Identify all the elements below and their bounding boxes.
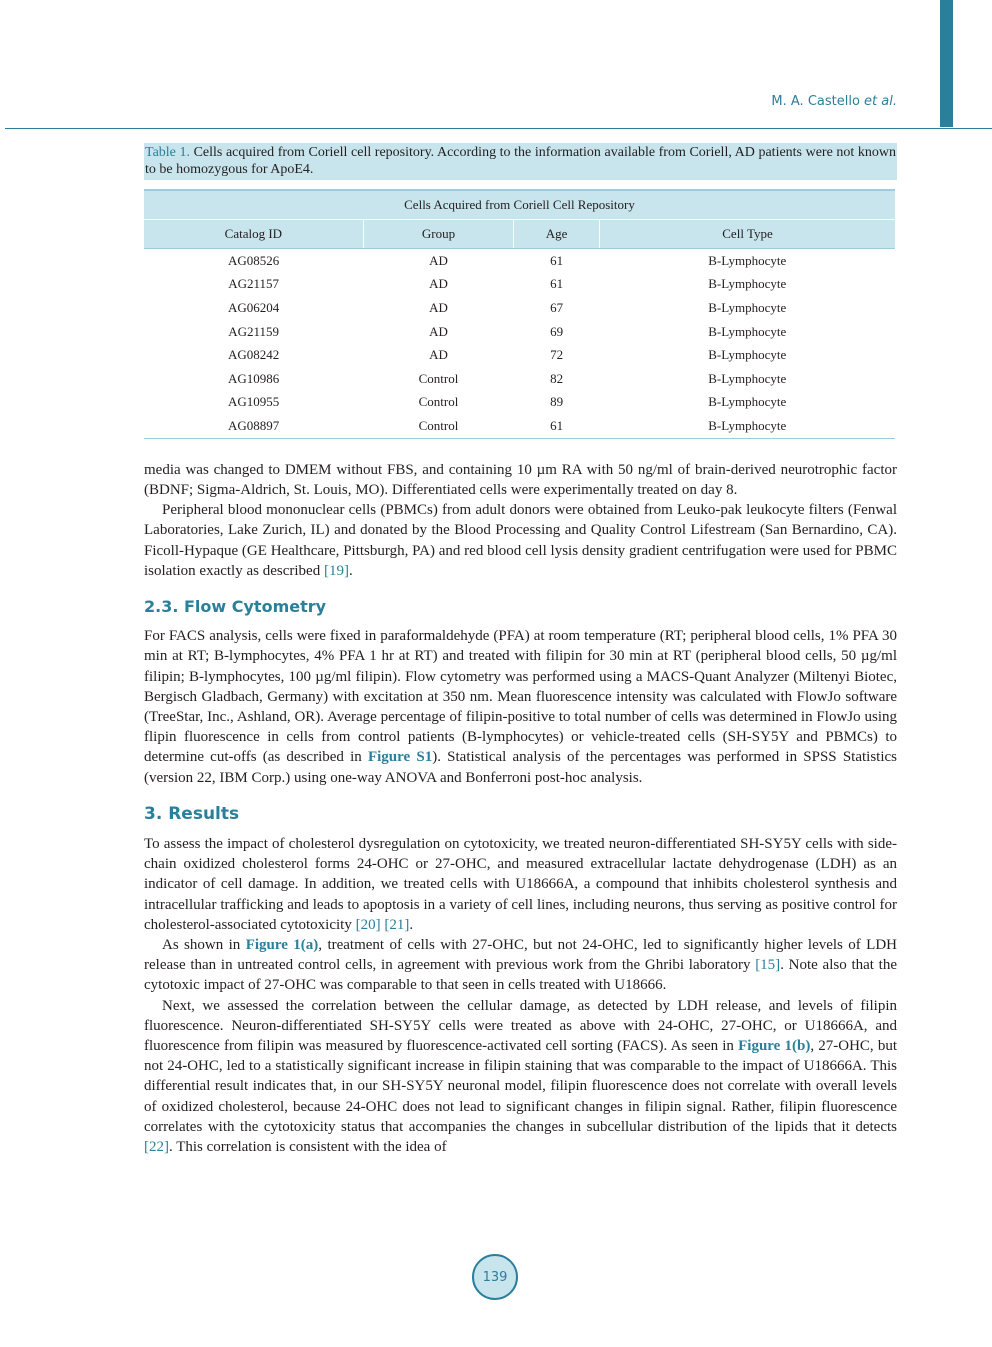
table-cell: AG08526 <box>227 252 280 268</box>
table-cell: 82 <box>550 370 564 386</box>
table-cell: AG08897 <box>144 414 363 438</box>
table-cell: B-Lymphocyte <box>708 394 787 410</box>
table-cell: B-Lymphocyte <box>708 347 787 363</box>
table-cell: AG10986 <box>227 370 280 386</box>
table-cell: B-Lymphocyte <box>600 414 895 438</box>
table-cell: Control <box>418 370 459 386</box>
section-heading-flow-cytometry: 2.3. Flow Cytometry <box>144 596 327 616</box>
table-cell: AD <box>429 347 448 363</box>
table-cell: 61 <box>550 252 564 268</box>
table-row <box>144 343 895 367</box>
paragraph-pbmc: Peripheral blood mononuclear cells (PBMCs) from adult donors were obtained from Leuko-pak leukocyte filters (Fenwal Laboratories, Lake Zurich, IL) and donated by the Blood Processing and Quality Control Lifestream (San Bernardino, CA). Ficoll-Hypaque (GE Healthcare, Pittsburgh, PA) and red blood cell lysis density gradient centrifugation were used for PBMC isolation exactly as described [19]. <box>144 502 897 579</box>
cells-table <box>144 189 895 439</box>
body-text <box>144 460 897 1158</box>
paragraph-facs: For FACS analysis, cells were fixed in paraformaldehyde (PFA) at room temperature (RT; peripheral blood cells, 1% PFA 30 min at RT; B-lymphocytes, 4% PFA 1 hr at RT) and treated with filipin for 30 min at RT (peripheral blood cells, 50 µg/ml filipin; B-lymphocytes, 100 µg/ml filipin). Flow cytometry was performed using a MACS-Quant Analyzer (Miltenyi Biotec, Bergisch Gladbach, Germany) with excitation at 350 nm. Mean fluorescence intensity was calculated with FlowJo software (TreeStar, Inc., Ashland, OR). Average percentage of filipin-positive to total number of cells was determined in FlowJo using flipin fluorescence in cells from control patients (B-lymphocytes) or vehicle-treated cells (SH-SY5Y and PBMCs) to determine cut-offs (as described in Figure S1). Statistical analysis of the percentages was performed in SPSS Statistics (version 22, IBM Corp.) using one-way ANOVA and Bonferroni post-hoc analysis. <box>144 628 898 786</box>
figure-link[interactable]: Figure 1(a) <box>245 937 319 954</box>
page-number: 139 <box>472 1254 518 1300</box>
section-heading-results: 3. Results <box>144 803 240 824</box>
citation-link[interactable]: [15] <box>755 957 781 974</box>
column-header-catalog-id: Catalog ID <box>144 220 363 249</box>
table-cell: AG08242 <box>227 347 280 363</box>
citation-link[interactable]: [19] <box>323 562 349 579</box>
citation-link[interactable]: [22] <box>144 1139 169 1156</box>
table-header-row <box>144 220 895 249</box>
table-caption <box>144 143 897 180</box>
table-cell: B-Lymphocyte <box>708 252 787 268</box>
table-cell: AD <box>429 276 448 292</box>
header-rule <box>5 128 992 129</box>
figure-link[interactable]: Figure 1(b) <box>738 1038 811 1055</box>
citation-link[interactable]: [20] <box>355 916 381 933</box>
table-cell: AG21157 <box>228 276 280 292</box>
table-cell: B-Lymphocyte <box>708 323 787 339</box>
table-row <box>144 367 895 391</box>
table-cell: 61 <box>550 276 564 292</box>
figure-link[interactable]: Figure S1 <box>367 749 433 766</box>
column-header-cell-type: Cell Type <box>600 220 895 249</box>
table-row <box>144 320 895 344</box>
table-cell: AD <box>429 323 448 339</box>
table-row <box>144 249 895 273</box>
table-row <box>144 414 895 438</box>
running-header-author: M. A. Castello et al. <box>771 94 897 109</box>
paragraph-ldh: As shown in Figure 1(a), treatment of cells with 27-OHC, but not 24-OHC, led to significantly higher levels of LDH release than in untreated control cells, in agreement with previous work from the Ghribi laboratory [15]. Note also that the cytotoxic impact of 27-OHC was comparable to that seen in cells treated with U18666. <box>144 937 897 994</box>
table-cell: Control <box>363 414 513 438</box>
table-cell: AG06204 <box>227 299 280 315</box>
table-row <box>144 391 895 415</box>
column-header-group: Group <box>363 220 513 249</box>
table-cell: AG10955 <box>227 394 280 410</box>
table-cell: 89 <box>550 394 564 410</box>
table-cell: 69 <box>550 323 564 339</box>
citation-link[interactable]: [21] <box>384 916 410 933</box>
paragraph-filipin: Next, we assessed the correlation between the cellular damage, as detected by LDH release, and levels of filipin fluorescence. Neuron-differentiated SH-SY5Y cells were treated as above with 24-OHC, 27-OHC, or U18666A, and fluorescence from filipin was measured by fluorescence-activated cell sorting (FACS). As seen in Figure 1(b), 27-OHC, but not 24-OHC, led to a statistically significant increase in filipin staining that was comparable to the impact of U18666A. This differential result indicates that, in our SH-SY5Y neuronal model, filipin fluorescence does not correlate with overall levels of oxidized cholesterol, because 24-OHC does not lead to significant changes in filipin signal. Rather, filipin fluorescence correlates with the cytotoxicity status that accompanies the changes in subcellular distribution of the lipids that it detects [22]. This correlation is consistent with the idea of <box>144 997 897 1156</box>
table-cell: 67 <box>550 299 564 315</box>
table-cell: AD <box>429 299 448 315</box>
table-cell: AD <box>429 252 448 268</box>
table-row <box>144 296 895 320</box>
table-caption-text: Cells acquired from Coriell cell repository. According to the information available from Coriell, AD patients were not known to be homozygous for ApoE4. <box>145 145 896 177</box>
paragraph-results-intro: To assess the impact of cholesterol dysregulation on cytotoxicity, we treated neuron-differentiated SH-SY5Y cells with side-chain oxidized cholesterol forms 24-OHC or 27-OHC, and measured extracellular lactate dehydrogenase (LDH) as an indicator of cell damage. In addition, we treated cells with U18666A, a compound that inhibits cholesterol synthesis and intracellular trafficking and leads to apoptosis in a variety of cell lines, including neurons, thus serving as positive control for cholesterol-associated cytotoxicity [20] [21]. <box>144 836 897 933</box>
page-content <box>144 143 897 1157</box>
table-cell: Control <box>418 394 459 410</box>
table-cell: B-Lymphocyte <box>708 370 787 386</box>
column-header-age: Age <box>514 220 600 249</box>
header-accent-bar <box>940 0 953 127</box>
table-cell: 72 <box>550 347 564 363</box>
paragraph-media: media was changed to DMEM without FBS, and containing 10 µm RA with 50 ng/ml of brain-derived neurotrophic factor (BDNF; Sigma-Aldrich, St. Louis, MO). Differentiated cells were experimentally treated on day 8. <box>144 461 897 498</box>
table-cell: 61 <box>514 414 600 438</box>
table-row <box>144 273 895 297</box>
table-title: Cells Acquired from Coriell Cell Repository <box>144 190 895 220</box>
table-cell: AG21159 <box>228 323 280 339</box>
table-caption-label: Table 1. <box>145 145 190 160</box>
table-cell: B-Lymphocyte <box>708 276 787 292</box>
table-cell: B-Lymphocyte <box>708 299 787 315</box>
